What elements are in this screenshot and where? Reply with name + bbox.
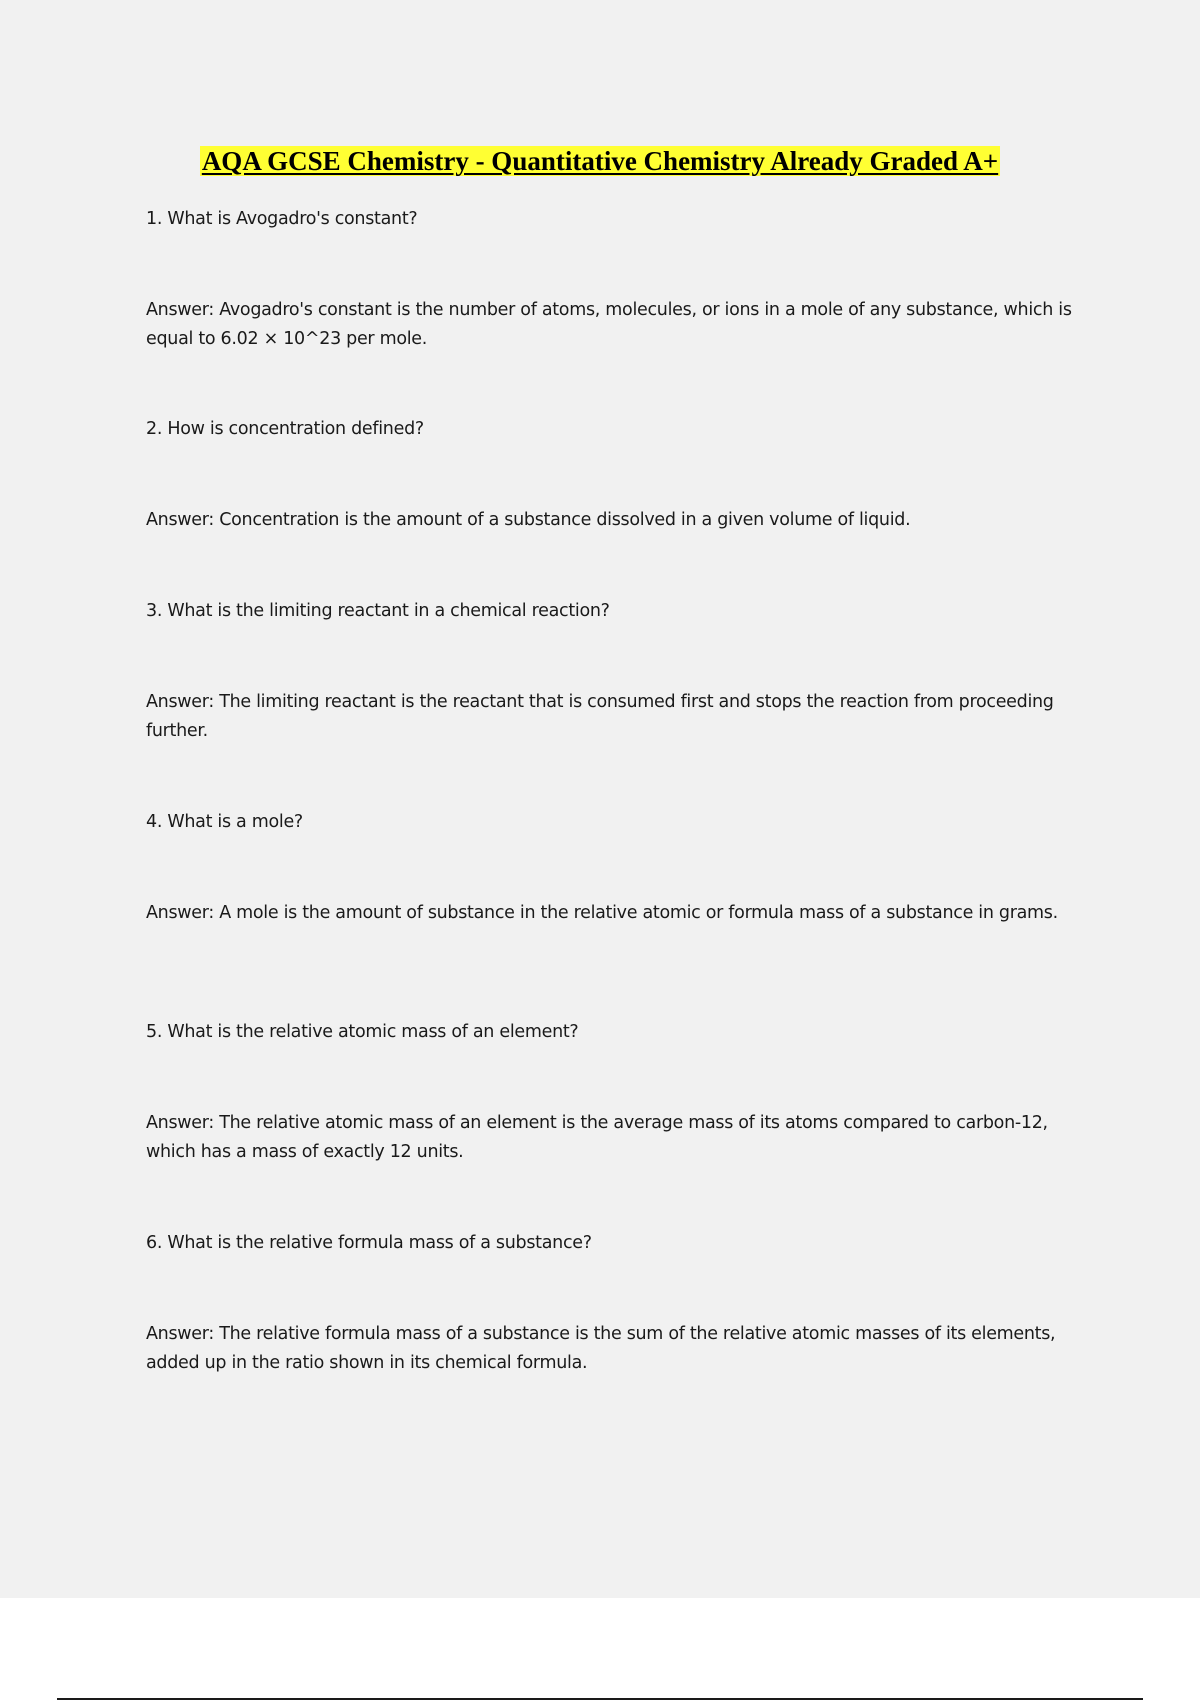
answer-1: Answer: Avogadro's constant is the number of atoms, molecules, or ions in a mole of any substance, which is equal to 6.02 × 10^23 per mole. xyxy=(146,300,1072,349)
answer-6: Answer: The relative formula mass of a substance is the sum of the relative atomic masses of its elements, added up in the ratio shown in its chemical formula. xyxy=(146,1324,1056,1373)
answer-4: Answer: A mole is the amount of substance in the relative atomic or formula mass of a substance in grams. xyxy=(146,903,1058,923)
question-3: 3. What is the limiting reactant in a chemical reaction? xyxy=(146,601,610,621)
question-6: 6. What is the relative formula mass of a substance? xyxy=(146,1233,592,1253)
question-1: 1. What is Avogadro's constant? xyxy=(146,209,418,229)
question-5: 5. What is the relative atomic mass of an element? xyxy=(146,1022,579,1042)
answer-3: Answer: The limiting reactant is the reactant that is consumed first and stops the reaction from proceeding further. xyxy=(146,692,1054,741)
question-2: 2. How is concentration defined? xyxy=(146,419,424,439)
answer-5: Answer: The relative atomic mass of an element is the average mass of its atoms compared to carbon-12, which has a mass of exactly 12 units. xyxy=(146,1113,1048,1162)
answer-2: Answer: Concentration is the amount of a substance dissolved in a given volume of liquid. xyxy=(146,510,911,530)
question-4: 4. What is a mole? xyxy=(146,812,303,832)
document-title: AQA GCSE Chemistry - Quantitative Chemistry Already Graded A+ xyxy=(201,146,999,176)
